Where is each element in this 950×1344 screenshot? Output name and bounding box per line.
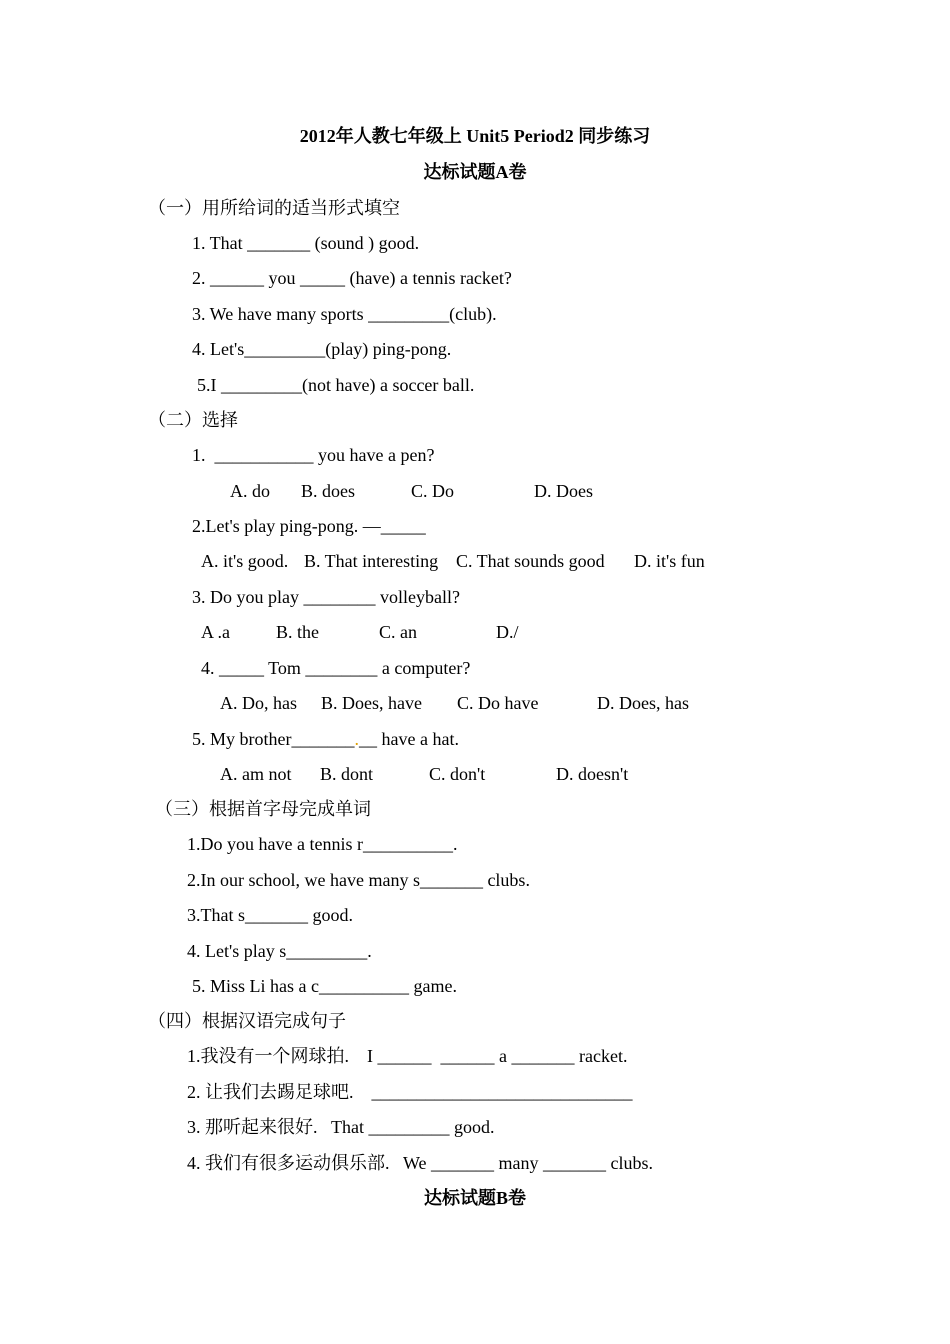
section2-heading: （二）选择	[148, 410, 238, 430]
section3-heading: （三）根据首字母完成单词	[155, 799, 371, 819]
q4-option-c: C. Do have	[457, 693, 539, 713]
section1-item-1: 1. That _______ (sound ) good.	[192, 233, 420, 253]
q1-option-c: C. Do	[411, 481, 455, 501]
question-5	[192, 727, 459, 751]
section4-item-1: 1.我没有一个网球拍. I ______ ______ a _______ racket.	[187, 1046, 628, 1066]
question-3: 3. Do you play ________ volleyball?	[192, 587, 460, 607]
q3-option-c: C. an	[379, 622, 417, 642]
q5-option-a: A. am not	[220, 764, 292, 784]
q2-option-c: C. That sounds good	[456, 551, 605, 571]
section3-item-1: 1.Do you have a tennis r__________.	[187, 834, 458, 854]
q5-option-d: D. doesn't	[556, 764, 629, 784]
section3-item-4: 4. Let's play s_________.	[187, 941, 372, 961]
question-2: 2.Let's play ping-pong. —_____	[192, 516, 426, 536]
section1-heading: （一）用所给词的适当形式填空	[148, 198, 400, 218]
q5-option-b: B. dont	[320, 764, 374, 784]
q1-option-d: D. Does	[534, 481, 593, 501]
q1-option-b: B. does	[301, 481, 355, 501]
q3-option-a: A .a	[201, 622, 230, 642]
section3-item-2: 2.In our school, we have many s_______ clubs.	[187, 870, 530, 890]
q2-option-a: A. it's good.	[201, 551, 289, 571]
question-5-mark: .	[354, 729, 359, 749]
subtitle-a: 达标试题A卷	[423, 162, 527, 182]
q5-option-c: C. don't	[429, 764, 486, 784]
q2-option-b: B. That interesting	[304, 551, 439, 571]
question-5-end: __ have a hat.	[358, 729, 459, 749]
q4-option-b: B. Does, have	[321, 693, 422, 713]
q4-option-a: A. Do, has	[220, 693, 297, 713]
q4-option-d: D. Does, has	[597, 693, 689, 713]
subtitle-b: 达标试题B卷	[423, 1188, 526, 1208]
q3-option-b: B. the	[276, 622, 319, 642]
section4-item-4: 4. 我们有很多运动俱乐部. We _______ many _______ clubs.	[187, 1153, 654, 1173]
page-title: 2012年人教七年级上 Unit5 Period2 同步练习	[299, 126, 651, 146]
section4-heading: （四）根据汉语完成句子	[148, 1011, 346, 1031]
section1-item-4: 4. Let's_________(play) ping-pong.	[192, 339, 452, 359]
q1-option-a: A. do	[230, 481, 270, 501]
section3-item-5: 5. Miss Li has a c__________ game.	[192, 976, 457, 996]
question-1: 1. ___________ you have a pen?	[192, 445, 435, 465]
q2-option-d: D. it's fun	[634, 551, 705, 571]
q3-option-d: D./	[496, 622, 519, 642]
section3-item-3: 3.That s_______ good.	[187, 905, 353, 925]
question-4: 4. _____ Tom ________ a computer?	[201, 658, 471, 678]
section4-item-3: 3. 那听起来很好. That _________ good.	[187, 1117, 495, 1137]
section1-item-2: 2. ______ you _____ (have) a tennis racket?	[192, 268, 512, 288]
section1-item-3: 3. We have many sports _________(club).	[192, 304, 497, 324]
section1-item-5: 5.I _________(not have) a soccer ball.	[197, 375, 475, 395]
section4-item-2: 2. 让我们去踢足球吧. _____________________________	[187, 1082, 633, 1102]
question-5-start: 5. My brother_______	[192, 729, 355, 749]
